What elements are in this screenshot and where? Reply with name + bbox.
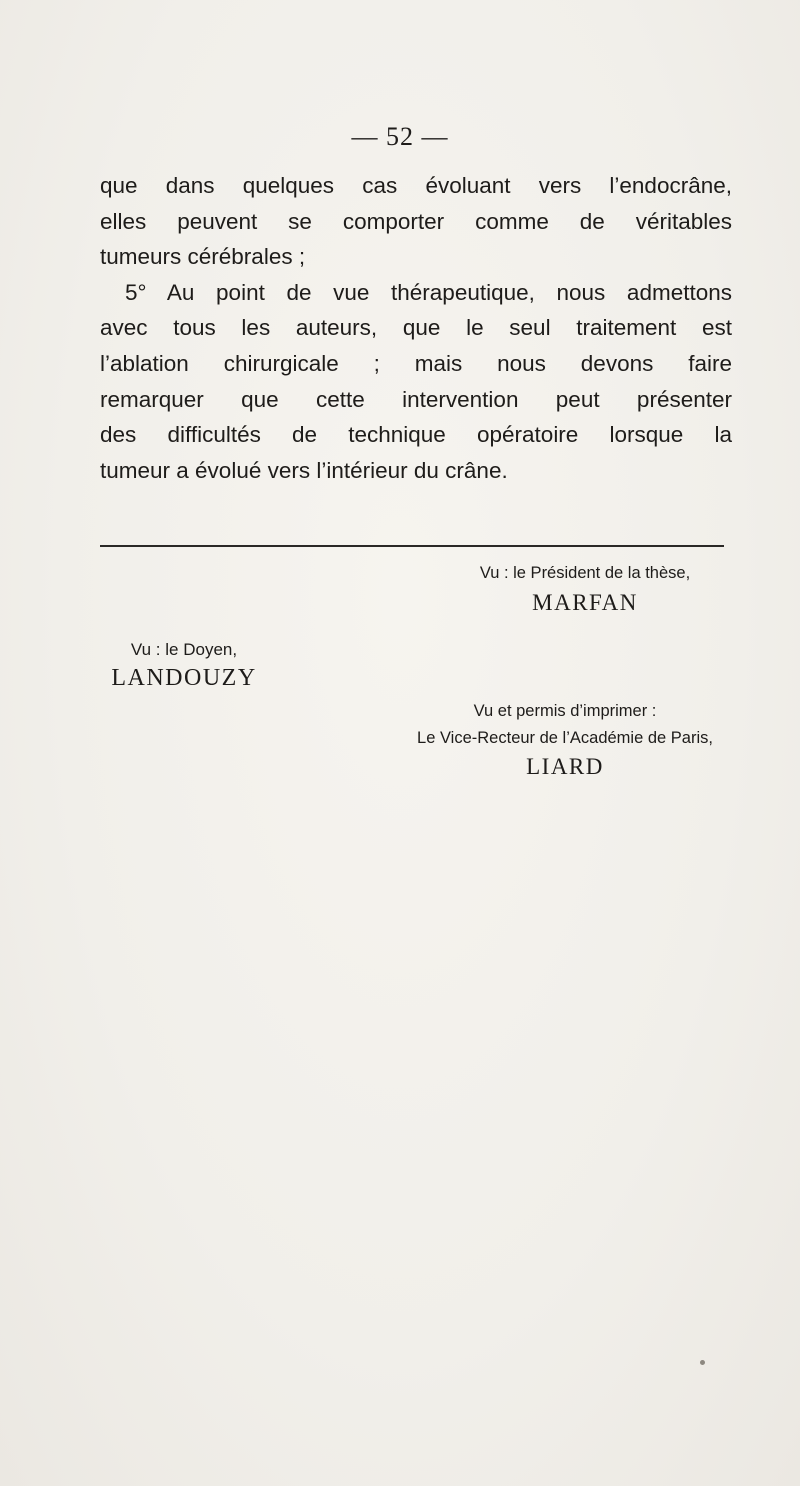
body-line: l’ablation chirurgicale ; mais nous devons faire (100, 350, 732, 376)
permis-label: Vu et permis d’imprimer : (473, 702, 657, 720)
body-text (100, 168, 732, 488)
page-number: — 52 — (351, 122, 449, 151)
recteur-name: LIARD (526, 754, 604, 779)
dean-name: LANDOUZY (111, 665, 257, 691)
body-line: tumeurs cérébrales ; (100, 244, 306, 270)
body-line: elles peuvent se comporter comme de véritables (100, 208, 732, 234)
body-line: que dans quelques cas évoluant vers l’endocrâne, (100, 173, 732, 198)
paper-speck (700, 1360, 705, 1365)
body-line: avec tous les auteurs, que le seul traitement est (100, 315, 732, 341)
body-line: 5° Au point de vue thérapeutique, nous admettons (125, 279, 732, 305)
body-line: des difficultés de technique opératoire lorsque la (100, 422, 732, 448)
president-label: Vu : le Président de la thèse, (479, 564, 691, 582)
body-line: remarquer que cette intervention peut présenter (100, 386, 732, 412)
separator-rule (100, 545, 724, 547)
president-name: MARFAN (532, 590, 638, 615)
dean-label: Vu : le Doyen, (130, 640, 238, 659)
body-line: tumeur a évolué vers l’intérieur du crâne. (100, 457, 508, 483)
recteur-label: Le Vice-Recteur de l’Académie de Paris, (417, 729, 713, 747)
